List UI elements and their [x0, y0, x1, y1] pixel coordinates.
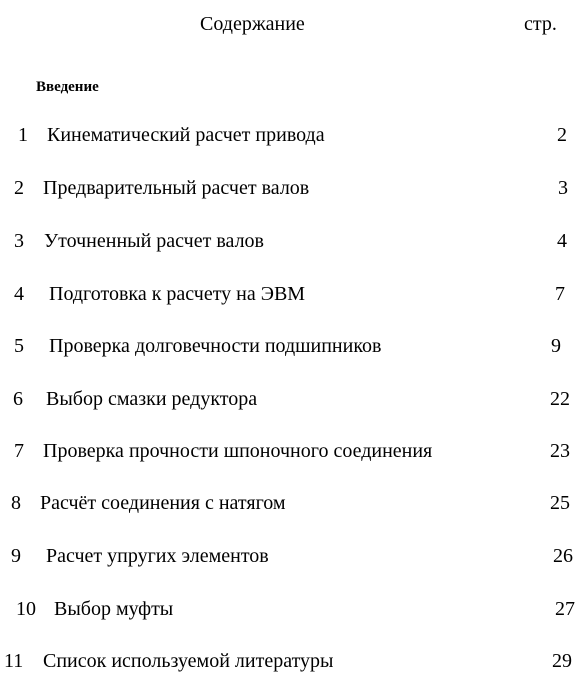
toc-title: Уточненный расчет валов — [44, 230, 264, 252]
toc-number: 8 — [11, 492, 21, 514]
toc-row — [0, 543, 586, 569]
toc-page-number: 3 — [558, 177, 568, 199]
intro-heading: Введение — [36, 79, 99, 95]
page-title: Содержание — [200, 13, 305, 35]
toc-title: Проверка долговечности подшипников — [49, 335, 382, 357]
toc-page-number: 27 — [555, 598, 575, 620]
toc-number: 10 — [16, 598, 36, 620]
toc-row — [0, 386, 586, 412]
toc-row — [0, 175, 586, 201]
toc-page-number: 23 — [550, 440, 570, 462]
toc-number: 9 — [11, 545, 21, 567]
toc-row — [0, 333, 586, 359]
toc-row — [0, 490, 586, 516]
toc-page-number: 7 — [555, 283, 565, 305]
toc-title: Список используемой литературы — [43, 650, 334, 672]
toc-number: 3 — [14, 230, 24, 252]
toc-row — [0, 281, 586, 307]
toc-number: 1 — [18, 124, 28, 146]
toc-number: 6 — [13, 388, 23, 410]
toc-number: 4 — [14, 283, 24, 305]
toc-title: Выбор смазки редуктора — [46, 388, 258, 410]
toc-row — [0, 228, 586, 254]
toc-title: Проверка прочности шпоночного соединения — [43, 440, 433, 462]
toc-title: Кинематический расчет привода — [47, 124, 325, 146]
toc-page-number: 29 — [552, 650, 572, 672]
toc-page-number: 26 — [553, 545, 573, 567]
toc-row — [0, 122, 586, 148]
toc-page-number: 4 — [557, 230, 567, 252]
toc-page-number: 25 — [550, 492, 570, 514]
toc-number: 5 — [14, 335, 24, 357]
toc-number: 11 — [4, 650, 24, 672]
toc-title: Расчет упругих элементов — [46, 545, 269, 567]
toc-title: Предварительный расчет валов — [43, 177, 310, 199]
toc-row — [0, 438, 586, 464]
toc-title: Выбор муфты — [54, 598, 174, 620]
toc-number: 7 — [14, 440, 24, 462]
toc-title: Расчёт соединения с натягом — [40, 492, 286, 514]
toc-number: 2 — [14, 177, 24, 199]
toc-row — [0, 596, 586, 622]
toc-page-number: 22 — [550, 388, 570, 410]
toc-row — [0, 648, 586, 674]
toc-page-number: 2 — [557, 124, 567, 146]
page-column-label: стр. — [524, 13, 557, 35]
toc-page-number: 9 — [551, 335, 561, 357]
toc-title: Подготовка к расчету на ЭВМ — [49, 283, 306, 305]
